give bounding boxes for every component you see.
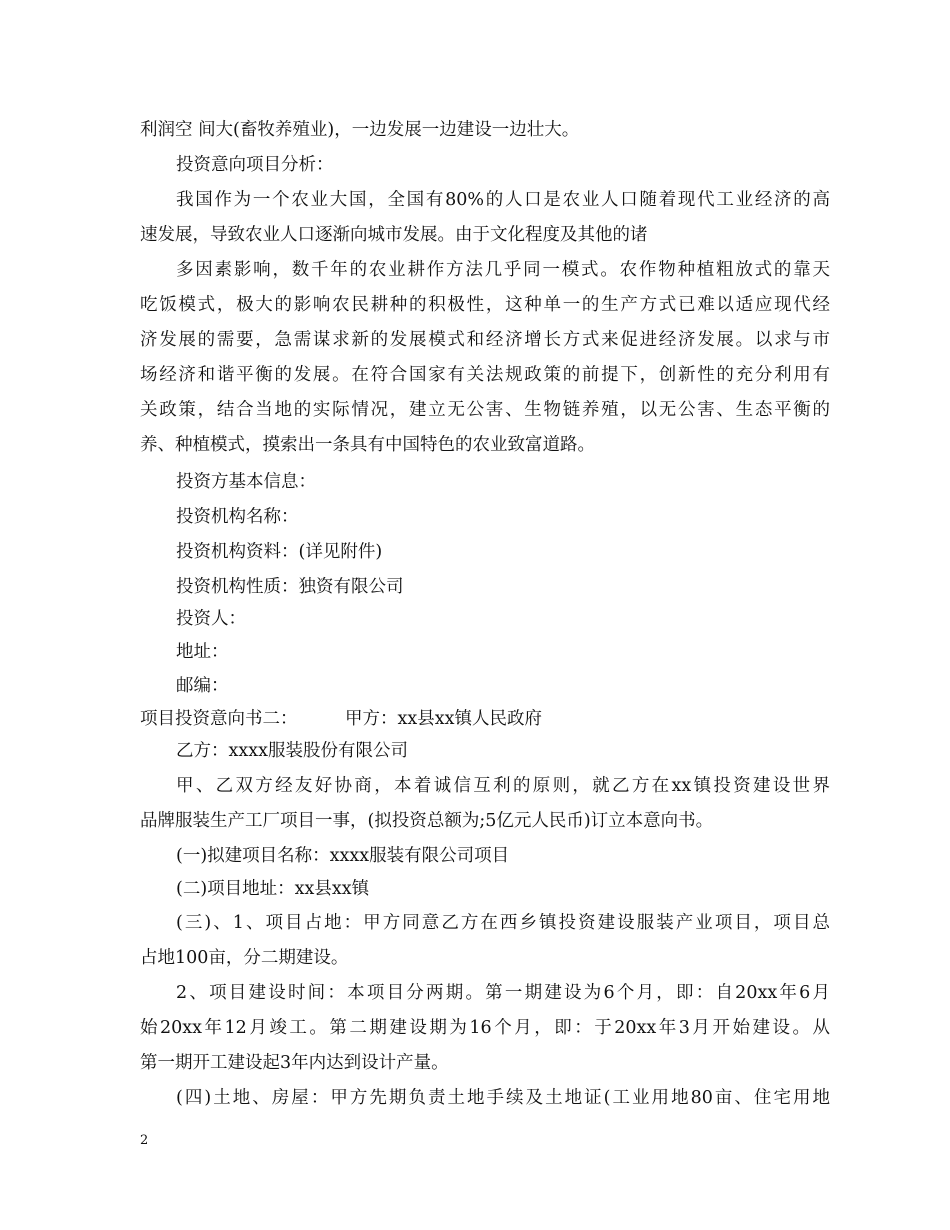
text-line: 关政策，结合当地的实际情况，建立无公害、生物链养殖，以无公害、生态平衡的 [140,400,830,420]
party-a: 甲方：xx县xx镇人民政府 [345,709,542,729]
section-heading: 投资意向项目分析： [176,155,334,175]
clause-item: 2、项目建设时间：本项目分两期。第一期建设为6个月，即：自20xx年6月 [176,983,830,1003]
section-title [140,704,830,734]
page-number: 2 [140,1133,149,1148]
text-line: 多因素影响，数千年的农业耕作方法几乎同一模式。农作物种植粗放式的靠天 [176,260,830,280]
text-line: 第一期开工建设起3年内达到设计产量。 [140,1053,449,1073]
clause-item: (二)项目地址：xx县xx镇 [176,879,370,899]
text-line: 始20xx年12月竣工。第二期建设期为16个月，即：于20xx年3月开始建设。从 [140,1018,830,1038]
text-line: 吃饭模式，极大的影响农民耕种的积极性，这种单一的生产方式已难以适应现代经 [140,295,830,315]
text-line: 品牌服装生产工厂项目一事，(拟投资总额为;5亿元人民币)订立本意向书。 [140,811,714,831]
info-field: 投资机构性质：独资有限公司 [176,577,404,597]
text-line: 济发展的需要，急需谋求新的发展模式和经济增长方式来促进经济发展。以求与市 [140,330,830,350]
text-line: 利润空 间大(畜牧养殖业)，一边发展一边建设一边壮大。 [140,120,580,140]
info-field: 邮编： [176,676,229,696]
section-title-label: 项目投资意向书二： [140,709,298,729]
text-line: 速发展，导致农业人口逐渐向城市发展。由于文化程度及其他的诸 [140,225,648,245]
clause-item: (四)土地、房屋：甲方先期负责土地手续及土地证(工业用地80亩、住宅用地 [176,1088,830,1108]
info-field: 投资人： [176,609,246,629]
section-heading: 投资方基本信息： [176,472,316,492]
clause-item: (一)拟建项目名称：xxxx服装有限公司项目 [176,846,510,866]
info-field: 投资机构资料：(详见附件) [176,542,383,562]
text-line: 我国作为一个农业大国，全国有80%的人口是农业人口随着现代工业经济的高 [176,190,830,210]
text-line: 养、种植模式，摸索出一条具有中国特色的农业致富道路。 [140,435,595,455]
clause-item: (三)、1、项目占地：甲方同意乙方在西乡镇投资建设服装产业项目，项目总 [176,913,830,933]
info-field: 投资机构名称： [176,507,299,527]
text-line: 场经济和谐平衡的发展。在符合国家有关法规政策的前提下，创新性的充分利用有 [140,365,830,385]
text-line: 占地100亩，分二期建设。 [140,948,349,968]
info-field: 地址： [176,642,229,662]
party-b: 乙方：xxxx服装股份有限公司 [176,741,408,761]
text-line: 甲、乙双方经友好协商，本着诚信互利的原则，就乙方在xx镇投资建设世界 [176,776,830,796]
